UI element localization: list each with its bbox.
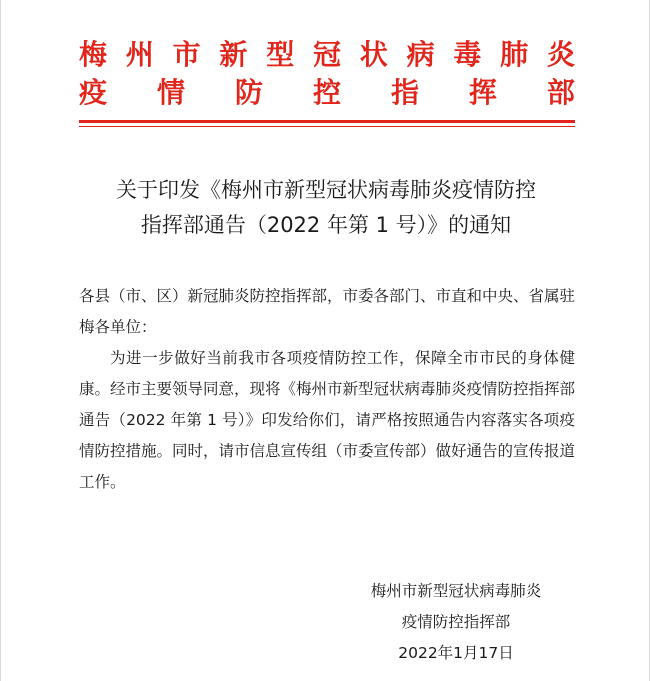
letterhead-char: 情 — [156, 76, 185, 109]
letterhead-char: 挥 — [468, 76, 497, 109]
letterhead-char: 疫 — [79, 76, 108, 109]
letterhead-char: 型 — [266, 38, 295, 71]
letterhead — [79, 38, 575, 114]
signature-date: 2022年1月17日 — [398, 644, 514, 662]
letterhead-char: 部 — [546, 76, 575, 109]
title-line-2: 指挥部通告（2022 年第 1 号）》的通知 — [140, 213, 512, 237]
letterhead-char: 梅 — [79, 38, 108, 71]
letterhead-char: 指 — [390, 76, 419, 109]
letterhead-char: 市 — [172, 38, 201, 71]
signature-org-line-2: 疫情防控指挥部 — [401, 613, 511, 631]
signature-org-line-1: 梅州市新型冠状病毒肺炎 — [370, 582, 542, 600]
letterhead-char: 控 — [312, 76, 341, 109]
letterhead-char: 冠 — [312, 38, 341, 71]
letterhead-thin-rule — [79, 126, 575, 127]
title-line-1: 关于印发《梅州市新型冠状病毒肺炎疫情防控 — [116, 178, 536, 202]
letterhead-char: 状 — [359, 38, 388, 71]
letterhead-char: 新 — [219, 38, 248, 71]
document-body — [79, 281, 575, 498]
letterhead-char: 肺 — [500, 38, 529, 71]
letterhead-char: 病 — [406, 38, 435, 71]
letterhead-thick-rule — [79, 120, 575, 123]
letterhead-line-2 — [79, 76, 575, 114]
letterhead-char: 炎 — [546, 38, 575, 71]
letterhead-char: 防 — [234, 76, 263, 109]
salutation: 各县（市、区）新冠肺炎防控指挥部，市委各部门、市直和中央、省属驻梅各单位： — [79, 287, 576, 336]
signature-block — [341, 576, 571, 669]
letterhead-char: 州 — [125, 38, 154, 71]
body-paragraph: 为进一步做好当前我市各项疫情防控工作，保障全市市民的身体健康。经市主要领导同意，现将《梅州市新型冠状病毒肺炎疫情防控指挥部通告（2022 年第 1 号）》印发给你们，请严格按照通告内容落实各项疫情防控措施。同时，请市信息宣传组（市委宣传部）做好通告的宣传报道工作。 — [79, 349, 576, 491]
letterhead-line-1 — [79, 38, 575, 76]
letterhead-char: 毒 — [453, 38, 482, 71]
document-title — [61, 173, 591, 243]
